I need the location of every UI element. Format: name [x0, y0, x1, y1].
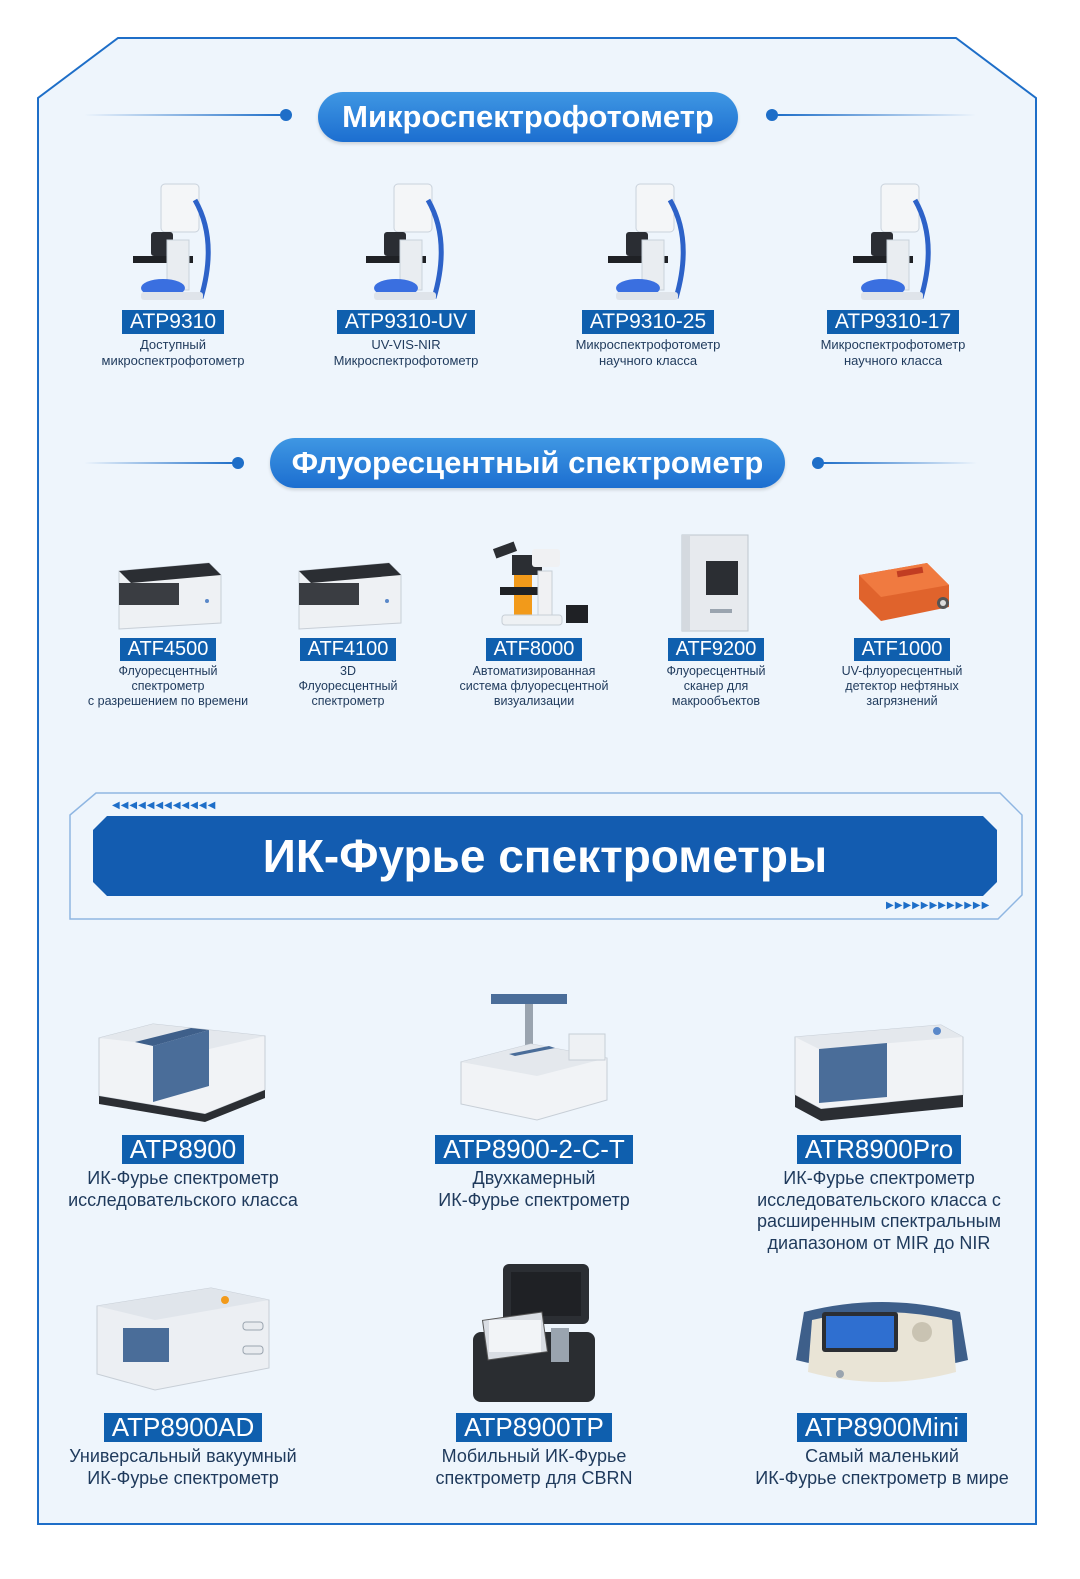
product-card[interactable]: [58, 1282, 308, 1489]
decor-dot: [232, 457, 244, 469]
product-card[interactable]: [449, 535, 619, 709]
product-description: Мобильный ИК-Фурье спектрометр для CBRN: [435, 1446, 633, 1488]
product-card[interactable]: [752, 1290, 1012, 1489]
product-description: UV-флуоресцентный детектор нефтяных загрязнений: [841, 664, 963, 708]
product-description: 3D Флуоресцентный спектрометр: [298, 664, 398, 708]
product-model: ATP8900AD: [104, 1413, 263, 1442]
dual-chamber-spectrometer-image: [459, 992, 609, 1130]
section-title-fluorescence: Флуоресцентный спектрометр: [270, 438, 785, 488]
decor-line-left: [84, 462, 234, 464]
microscope-image: [598, 180, 698, 305]
product-card[interactable]: [92, 180, 254, 368]
scanner-cabinet-image: [676, 533, 756, 633]
section-title-microspectrophotometer: Микроспектрофотометр: [318, 92, 738, 142]
product-card[interactable]: [58, 1010, 308, 1211]
product-model: ATF4500: [120, 638, 217, 661]
ftir-spectrometer-image: [93, 1010, 273, 1130]
oil-detector-image: [847, 545, 957, 633]
section-title-ftir: ИК-Фурье спектрометры: [262, 830, 828, 882]
decor-line-left: [84, 114, 284, 116]
product-card[interactable]: [746, 1015, 1012, 1254]
product-description: UV-VIS-NIR Микроспектрофотометр: [333, 337, 479, 368]
portable-case-image: [469, 1262, 599, 1408]
product-model: ATP8900-2-C-T: [435, 1135, 633, 1164]
product-model: ATF4100: [300, 638, 397, 661]
product-model: ATP8900Mini: [797, 1413, 967, 1442]
product-description: Флуоресцентный сканер для макрообъектов: [666, 664, 766, 708]
product-model: ATP8900TP: [456, 1413, 612, 1442]
spectrometer-image: [111, 545, 226, 633]
product-card[interactable]: [277, 545, 419, 709]
ftir-pro-spectrometer-image: [791, 1015, 967, 1130]
product-card[interactable]: [812, 180, 974, 368]
microscope-image: [356, 180, 456, 305]
product-model: ATF1000: [854, 638, 951, 661]
product-card[interactable]: [567, 180, 729, 368]
vacuum-spectrometer-image: [93, 1282, 273, 1408]
product-model: ATP9310-UV: [337, 310, 475, 334]
product-description: ИК-Фурье спектрометр исследовательского класса: [68, 1168, 298, 1210]
product-card[interactable]: [418, 1262, 650, 1489]
product-model: ATP9310: [122, 310, 224, 334]
product-description: Автоматизированная система флуоресцентной визуализации: [459, 664, 609, 708]
spectrometer-image: [291, 545, 406, 633]
product-description: Микроспектрофотометр научного класса: [575, 337, 721, 368]
banner-arrows-right: ▶▶▶▶▶▶▶▶▶▶▶▶: [886, 900, 991, 911]
product-card[interactable]: [418, 992, 650, 1211]
product-description: Двухкамерный ИК-Фурье спектрометр: [438, 1168, 630, 1210]
product-description: Микроспектрофотометр научного класса: [820, 337, 966, 368]
decor-line-right: [822, 462, 977, 464]
product-description: Универсальный вакуумный ИК-Фурье спектрометр: [69, 1446, 297, 1488]
product-card[interactable]: [830, 545, 974, 709]
microscope-image: [843, 180, 943, 305]
product-card[interactable]: [85, 545, 251, 709]
product-model: ATF9200: [668, 638, 765, 661]
product-description: Доступный микроспектрофотометр: [101, 337, 245, 368]
product-model: ATR8900Pro: [797, 1135, 961, 1164]
microscope-image: [123, 180, 223, 305]
product-card[interactable]: [646, 533, 786, 709]
mini-spectrometer-image: [792, 1290, 972, 1408]
product-description: Самый маленький ИК-Фурье спектрометр в мире: [755, 1446, 1009, 1488]
product-model: ATP9310-25: [582, 310, 714, 334]
fluorescence-microscope-image: [474, 535, 594, 633]
product-model: ATP8900: [122, 1135, 244, 1164]
product-model: ATF8000: [486, 638, 583, 661]
product-description: ИК-Фурье спектрометр исследовательского класса с расширенным спектральным диапазоном от MIR до NIR: [757, 1168, 1001, 1253]
product-description: Флуоресцентный спектрометр с разрешением по времени: [87, 664, 249, 708]
banner-arrows-left: ◀◀◀◀◀◀◀◀◀◀◀◀: [112, 800, 217, 811]
product-card[interactable]: [325, 180, 487, 368]
decor-line-right: [776, 114, 976, 116]
decor-dot: [280, 109, 292, 121]
product-model: ATP9310-17: [827, 310, 959, 334]
